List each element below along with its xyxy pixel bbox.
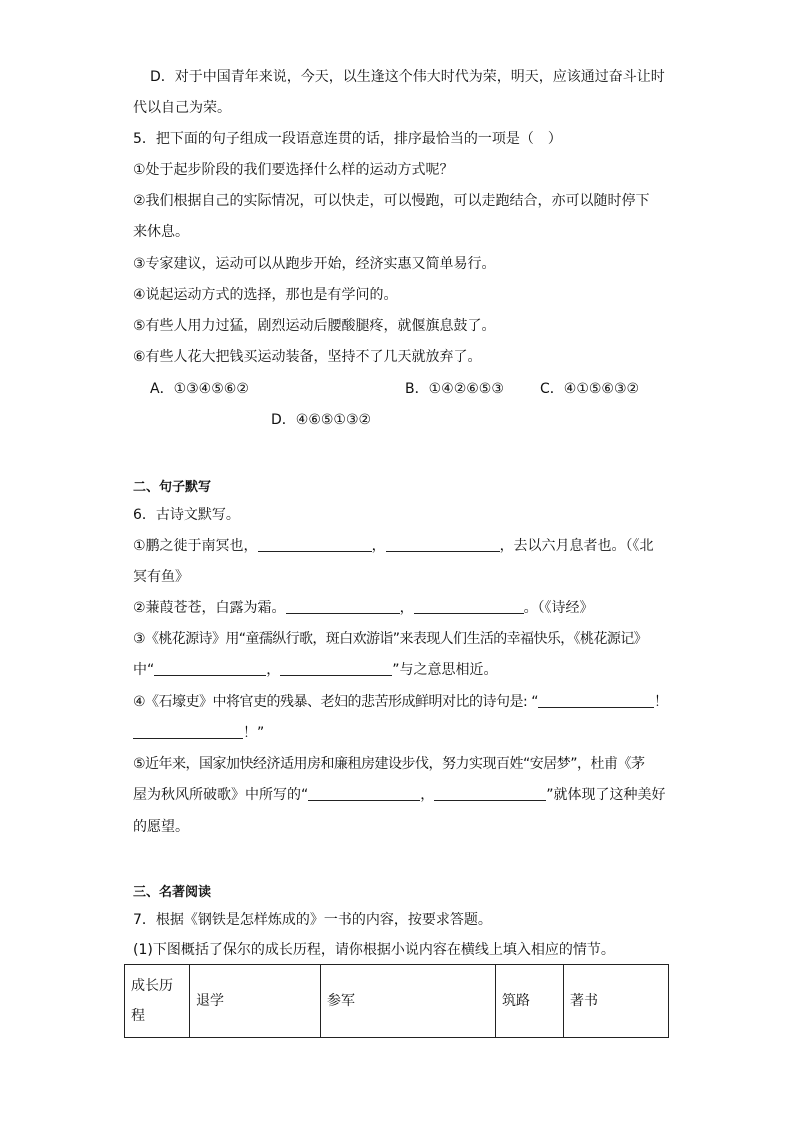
q6-item-2-text-c: 。（《诗经》 bbox=[523, 600, 594, 616]
q6-item-5-text-b: 屋为秋风所破歌》中所写的“ bbox=[133, 787, 309, 803]
q6-item-1-text-b: ， bbox=[371, 538, 386, 554]
q6-item-4-blank-1[interactable] bbox=[538, 693, 654, 708]
growth-table-cell-railway: 筑路 bbox=[496, 965, 564, 1038]
q6-stem: 6．古诗文默写。 bbox=[133, 507, 240, 523]
q4-option-d-line1: D．对于中国青年来说，今天，以生逢这个伟大时代为荣，明天，应该通过奋斗让时 bbox=[150, 69, 665, 85]
growth-table-cell-enlist: 参军 bbox=[321, 965, 496, 1038]
q6-item-5-blank-1[interactable] bbox=[308, 786, 420, 801]
q6-item-2-blank-2[interactable] bbox=[414, 599, 524, 614]
q6-item-3-text-c: ， bbox=[266, 662, 281, 678]
q6-item-2-text-b: ， bbox=[399, 600, 414, 616]
q6-item-3-blank-1[interactable] bbox=[154, 661, 266, 676]
q6-item-5-text-d: ”就体现了这种美好 bbox=[546, 787, 666, 803]
q6-item-4-text-b: ！ bbox=[653, 694, 668, 710]
q6-item-3-line1: ③《桃花源诗》用“童孺纵行歌，斑白欢游诣”来表现人们生活的幸福快乐，《桃花源记》 bbox=[133, 631, 648, 647]
q6-item-4-line2 bbox=[133, 723, 264, 743]
q7-sub-1: (1)下图概括了保尔的成长历程，请你根据小说内容在横线上填入相应的情节。 bbox=[133, 942, 615, 958]
q6-item-2-blank-1[interactable] bbox=[286, 599, 400, 614]
q6-item-1-blank-1[interactable] bbox=[258, 537, 372, 552]
growth-table-header-line1: 成长历 bbox=[131, 978, 173, 994]
q6-item-5-line2 bbox=[133, 785, 666, 805]
q6-item-3-blank-2[interactable] bbox=[280, 661, 392, 676]
growth-table bbox=[124, 964, 669, 1038]
q5-option-b[interactable]: B．①④②⑥⑤③ bbox=[405, 381, 504, 397]
q6-item-5-text-c: ， bbox=[420, 787, 435, 803]
section-2-title: 二、句子默写 bbox=[133, 480, 212, 495]
table-row bbox=[125, 965, 669, 1038]
q6-item-5-blank-2[interactable] bbox=[434, 786, 546, 801]
q6-item-3-text-b: 中“ bbox=[133, 662, 155, 678]
q6-item-3-text-d: ”与之意思相近。 bbox=[392, 662, 498, 678]
q6-item-2 bbox=[133, 598, 594, 618]
q6-item-5-line3: 的愿望。 bbox=[133, 819, 189, 835]
q4-option-d-line2: 代以自己为荣。 bbox=[133, 100, 231, 116]
section-3-title: 三、名著阅读 bbox=[133, 885, 212, 900]
q6-item-1-text-a: ①鹏之徙于南冥也， bbox=[133, 538, 258, 554]
q5-sentence-3: ③专家建议，运动可以从跑步开始，经济实惠又简单易行。 bbox=[133, 256, 496, 272]
growth-table-header-line2: 程 bbox=[131, 1008, 145, 1024]
q5-sentence-2-line2: 来休息。 bbox=[133, 224, 189, 240]
q6-item-4-text-a: ④《石壕吏》中将官吏的残暴、老妇的悲苦形成鲜明对比的诗句是: “ bbox=[133, 694, 538, 710]
q5-option-d[interactable]: D．④⑥⑤①③② bbox=[271, 412, 372, 428]
q6-item-1-text-c: ，去以六月息者也。（《北 bbox=[499, 538, 654, 554]
q5-stem: 5．把下面的句子组成一段语意连贯的话，排序最恰当的一项是（ ） bbox=[133, 131, 562, 147]
growth-table-cell-writing: 著书 bbox=[564, 965, 669, 1038]
q5-option-a[interactable]: A．①③④⑤⑥② bbox=[150, 381, 249, 397]
q6-item-1 bbox=[133, 536, 654, 556]
q5-sentence-2-line1: ②我们根据自己的实际情况，可以快走，可以慢跑，可以走跑结合，亦可以随时停下 bbox=[133, 193, 650, 209]
q6-item-2-text-a: ②蒹葭苍苍，白露为霜。 bbox=[133, 600, 286, 616]
growth-table-cell-dropout: 退学 bbox=[190, 965, 321, 1038]
growth-table-header-cell bbox=[125, 965, 190, 1038]
q6-item-3-line2 bbox=[133, 660, 498, 680]
q5-sentence-6: ⑥有些人花大把钱买运动装备，坚持不了几天就放弃了。 bbox=[133, 349, 482, 365]
q5-sentence-5: ⑤有些人用力过猛，剧烈运动后腰酸腿疼，就偃旗息鼓了。 bbox=[133, 318, 496, 334]
q6-item-1-blank-2[interactable] bbox=[386, 537, 500, 552]
q6-item-1-line2: 冥有鱼》 bbox=[133, 569, 189, 585]
q6-item-4-blank-2[interactable] bbox=[133, 724, 243, 739]
q7-stem: 7．根据《钢铁是怎样炼成的》一书的内容，按要求答题。 bbox=[133, 912, 492, 928]
q5-sentence-1: ①处于起步阶段的我们要选择什么样的运动方式呢？ bbox=[133, 162, 454, 178]
q5-sentence-4: ④说起运动方式的选择，那也是有学问的。 bbox=[133, 287, 398, 303]
q6-item-5-line1: ⑤近年来，国家加快经济适用房和廉租房建设步伐，努力实现百姓“安居梦”，杜甫《茅 bbox=[133, 756, 645, 772]
q6-item-4-text-c: ！” bbox=[243, 725, 265, 741]
q5-option-c[interactable]: C．④①⑤⑥③② bbox=[540, 381, 640, 397]
q6-item-4-line1 bbox=[133, 692, 667, 712]
